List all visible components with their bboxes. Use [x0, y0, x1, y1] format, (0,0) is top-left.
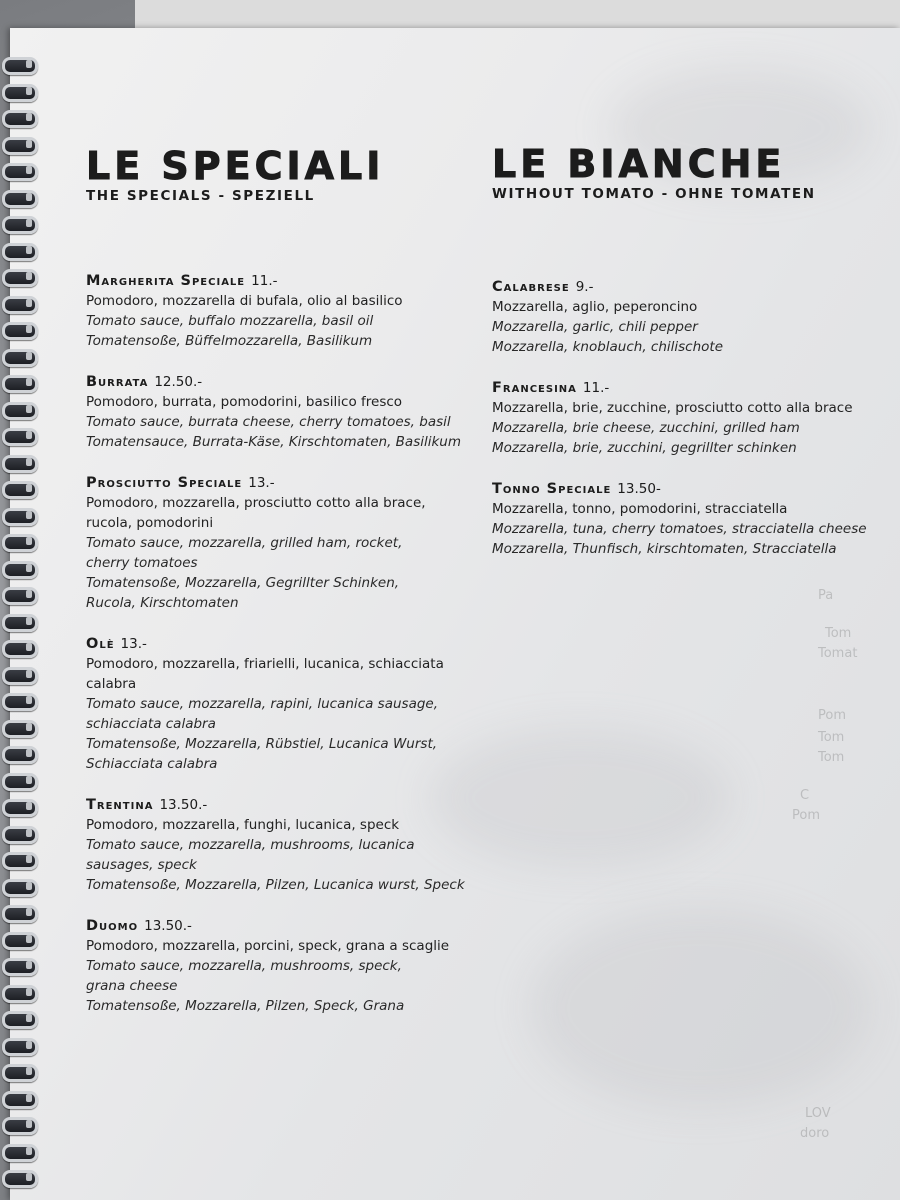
binding-ring — [0, 770, 38, 790]
binding-ring — [0, 1035, 38, 1055]
binding-ring — [0, 558, 38, 578]
menu-item-price: 12.50.- — [154, 374, 203, 390]
menu-item-translation: cherry tomatoes — [86, 555, 198, 571]
menu-item-price: 13.50.- — [159, 797, 208, 813]
binding-ring — [0, 107, 38, 127]
binding-ring — [0, 611, 38, 631]
menu-item-translation: Tomato sauce, buffalo mozzarella, basil oil — [86, 313, 374, 329]
menu-item-translation: Mozzarella, garlic, chili pepper — [492, 319, 698, 335]
section-title: LE SPECIALI — [86, 144, 385, 188]
binding-ring — [0, 584, 38, 604]
binding-ring — [0, 955, 38, 975]
binding-ring — [0, 266, 38, 286]
section-subtitle: WITHOUT TOMATO - OHNE TOMATEN — [492, 186, 816, 202]
menu-item-name: Margherita Speciale — [86, 273, 246, 289]
binding-ring — [0, 982, 38, 1002]
menu-item — [86, 472, 486, 613]
binding-ring — [0, 81, 38, 101]
binding-ring — [0, 160, 38, 180]
binding-ring — [0, 1061, 38, 1081]
menu-item-translation: Mozzarella, Thunfisch, kirschtomaten, Stracciatella — [492, 541, 837, 557]
menu-item-header — [492, 377, 892, 398]
menu-item-description: Pomodoro, burrata, pomodorini, basilico fresco — [86, 394, 403, 410]
binding-ring — [0, 637, 38, 657]
menu-item-translation: Mozzarella, brie cheese, zucchini, grilled ham — [492, 420, 800, 436]
menu-item-translation: Tomatensoße, Mozzarella, Pilzen, Lucanica wurst, Speck — [86, 877, 465, 893]
section-subtitle: THE SPECIALS - SPEZIELL — [86, 188, 315, 204]
menu-item-price: 11.- — [251, 273, 278, 289]
menu-item-description: Mozzarella, brie, zucchine, prosciutto cotto alla brace — [492, 400, 853, 416]
menu-item-name: Duomo — [86, 918, 139, 934]
menu-item-translation: Tomatensoße, Mozzarella, Pilzen, Speck, Grana — [86, 998, 405, 1014]
binding-ring — [0, 425, 38, 445]
menu-item-translation: Tomato sauce, mozzarella, grilled ham, rocket, — [86, 535, 403, 551]
menu-item-description: Mozzarella, aglio, peperoncino — [492, 299, 698, 315]
menu-item — [86, 794, 486, 895]
binding-ring — [0, 505, 38, 525]
binding-ring — [0, 902, 38, 922]
binding-ring — [0, 399, 38, 419]
menu-item-price: 13.- — [248, 475, 275, 491]
binding-ring — [0, 717, 38, 737]
menu-item-description: Pomodoro, mozzarella, porcini, speck, grana a scaglie — [86, 938, 450, 954]
menu-item-price: 11.- — [582, 380, 610, 396]
menu-item-price: 13.50.- — [144, 918, 192, 934]
binding-ring — [0, 187, 38, 207]
menu-item-name: Francesina — [492, 380, 577, 396]
menu-item-translation: Mozzarella, knoblauch, chilischote — [492, 339, 724, 355]
menu-item-header — [86, 633, 486, 654]
menu-item — [86, 270, 486, 351]
binding-ring — [0, 796, 38, 816]
menu-item — [86, 633, 486, 774]
menu-item-translation: Tomatensoße, Mozzarella, Rübstiel, Lucanica Wurst, — [86, 736, 438, 752]
menu-item-description: Pomodoro, mozzarella di bufala, olio al basilico — [86, 293, 403, 309]
menu-item — [86, 371, 486, 452]
menu-item — [86, 915, 486, 1016]
menu-item-header — [492, 478, 892, 499]
binding-ring — [0, 372, 38, 392]
right-column — [492, 144, 892, 579]
menu-item-translation: Tomato sauce, mozzarella, rapini, lucanica sausage, — [86, 696, 439, 712]
binding-ring — [0, 743, 38, 763]
menu-item-header — [86, 371, 486, 392]
section-title: LE BIANCHE — [492, 142, 786, 186]
menu-item-description: Pomodoro, mozzarella, prosciutto cotto alla brace, — [86, 495, 426, 511]
binding-ring — [0, 849, 38, 869]
menu-item-list — [492, 276, 892, 559]
binding-ring — [0, 1008, 38, 1028]
menu-item-header — [86, 270, 486, 291]
binding-ring — [0, 240, 38, 260]
menu-item-translation: Tomatensoße, Büffelmozzarella, Basilikum — [86, 333, 373, 349]
menu-item-translation: Tomatensoße, Mozzarella, Gegrillter Schinken, — [86, 575, 400, 591]
menu-item-translation: Tomato sauce, mozzarella, mushrooms, lucanica — [86, 837, 415, 853]
menu-item-translation: Rucola, Kirschtomaten — [86, 595, 239, 611]
menu-item-translation: Mozzarella, brie, zucchini, gegrillter schinken — [492, 440, 797, 456]
binding-ring — [0, 1114, 38, 1134]
binding-ring — [0, 690, 38, 710]
menu-page: Pa Tom Tomat Pom Tom Tom C Pom LOV doro LE SPECIALI THE SPECIALS - SPEZIELL Margherita Speciale 11.- Pomodoro, mozzarella di bufala, olio al basilico Tomato sauce, buffalo mozzarella, basil oil Tomatensoße, Büffelmozzarella, Basilikum Burrata 12.50.- Pomodoro, burrata, pomodorini, basilico fresco Tomato sauce, burrata cheese, cherry tomatoes, basil Tomatensauce, Burrata-Käse, Kirschtomaten, Basilikum Prosciutto Speciale 13.- Pomodoro, mozzarella, prosciutto cotto alla brace, rucola, pomodorini Tomato sauce, mozzarella, grilled ham, rocket, cherry tomatoes Tomatensoße, Mozzarella, Gegrillter Schinken, Rucola, Kirschtomaten Olè 13.- Pomodoro, mozzarella, friarielli, lucanica, schiacciata calabra Tomato sauce, mozzarella, rapini, lucanica sausage, schiacciata calabra Tomatensoße, Mozzarella, Rübstiel, Lucanica Wurst, Schiacciata calabra Trentina 13.50.- Pomodoro, mozzarella, funghi, lucanica, speck Tomato sauce, mozzarella, mushrooms, lucanica sausages, speck Tomatensoße, Mozzarella, Pilzen, Lucanica wurst, Speck Duomo 13.50.- Pomodoro, mozzarella, porcini, speck, grana a scaglie Tomato sauce, mozzarella, mushrooms, speck, grana cheese Tomatensoße, Mozzarella, Pilzen, Speck, Grana LE BIANCHE WITHOUT TOMATO - OHNE TOMATEN Calabrese 9.- Mozzarella, aglio, peperoncino Mozzarella, garlic, chili pepper Mozzarella, knoblauch, chilischote Francesina 11.- Mozzarella, brie, zucchine, prosciutto cotto alla brace Mozzarella, brie cheese, zucchini, grilled ham Mozzarella, brie, zucchini, gegrillter schinken Tonno Speciale 13.50- Mozzarella, tonno, pomodorini, stracciatella Mozzarella, tuna, cherry tomatoes, stracciatella cheese Mozzarella, Thunfisch, kirschtomaten, Stracciatella — [10, 28, 900, 1200]
menu-item-translation: schiacciata calabra — [86, 716, 216, 732]
binding-ring — [0, 213, 38, 233]
menu-item-name: Trentina — [86, 797, 154, 813]
binding-ring — [0, 876, 38, 896]
binding-ring — [0, 1167, 38, 1187]
menu-item — [492, 276, 892, 357]
menu-item-translation: Mozzarella, tuna, cherry tomatoes, stracciatella cheese — [492, 521, 867, 537]
binding-ring — [0, 823, 38, 843]
left-column — [86, 146, 486, 1036]
menu-item-translation: Tomato sauce, mozzarella, mushrooms, speck, — [86, 958, 402, 974]
binding-ring — [0, 531, 38, 551]
binding-ring — [0, 452, 38, 472]
menu-item-name: Prosciutto Speciale — [86, 475, 243, 491]
binding-ring — [0, 134, 38, 154]
menu-item-price: 13.50- — [617, 481, 661, 497]
menu-item-header — [492, 276, 892, 297]
menu-item-translation: Tomatensauce, Burrata-Käse, Kirschtomaten, Basilikum — [86, 434, 462, 450]
menu-item — [492, 377, 892, 458]
menu-item — [492, 478, 892, 559]
menu-item-name: Calabrese — [492, 279, 570, 295]
menu-item-name: Olè — [86, 636, 115, 652]
menu-item-header — [86, 794, 486, 815]
binding-ring — [0, 319, 38, 339]
menu-item-header — [86, 472, 486, 493]
menu-item-description: Pomodoro, mozzarella, friarielli, lucanica, schiacciata — [86, 656, 444, 672]
menu-item-translation: sausages, speck — [86, 857, 197, 873]
binding-ring — [0, 54, 38, 74]
menu-item-list — [86, 270, 486, 1016]
menu-item-translation: grana cheese — [86, 978, 178, 994]
menu-item-description: calabra — [86, 676, 137, 692]
menu-item-name: Burrata — [86, 374, 149, 390]
binding-ring — [0, 929, 38, 949]
menu-item-header — [86, 915, 486, 936]
spiral-binding — [0, 40, 38, 1200]
binding-ring — [0, 478, 38, 498]
menu-item-description: Pomodoro, mozzarella, funghi, lucanica, speck — [86, 817, 400, 833]
menu-item-price: 13.- — [120, 636, 147, 652]
menu-item-description: rucola, pomodorini — [86, 515, 214, 531]
binding-ring — [0, 664, 38, 684]
menu-item-translation: Schiacciata calabra — [86, 756, 218, 772]
binding-ring — [0, 1141, 38, 1161]
binding-ring — [0, 346, 38, 366]
menu-item-description: Mozzarella, tonno, pomodorini, stracciatella — [492, 501, 788, 517]
menu-item-translation: Tomato sauce, burrata cheese, cherry tomatoes, basil — [86, 414, 451, 430]
menu-item-name: Tonno Speciale — [492, 481, 612, 497]
binding-ring — [0, 1088, 38, 1108]
menu-item-price: 9.- — [575, 279, 594, 295]
binding-ring — [0, 293, 38, 313]
